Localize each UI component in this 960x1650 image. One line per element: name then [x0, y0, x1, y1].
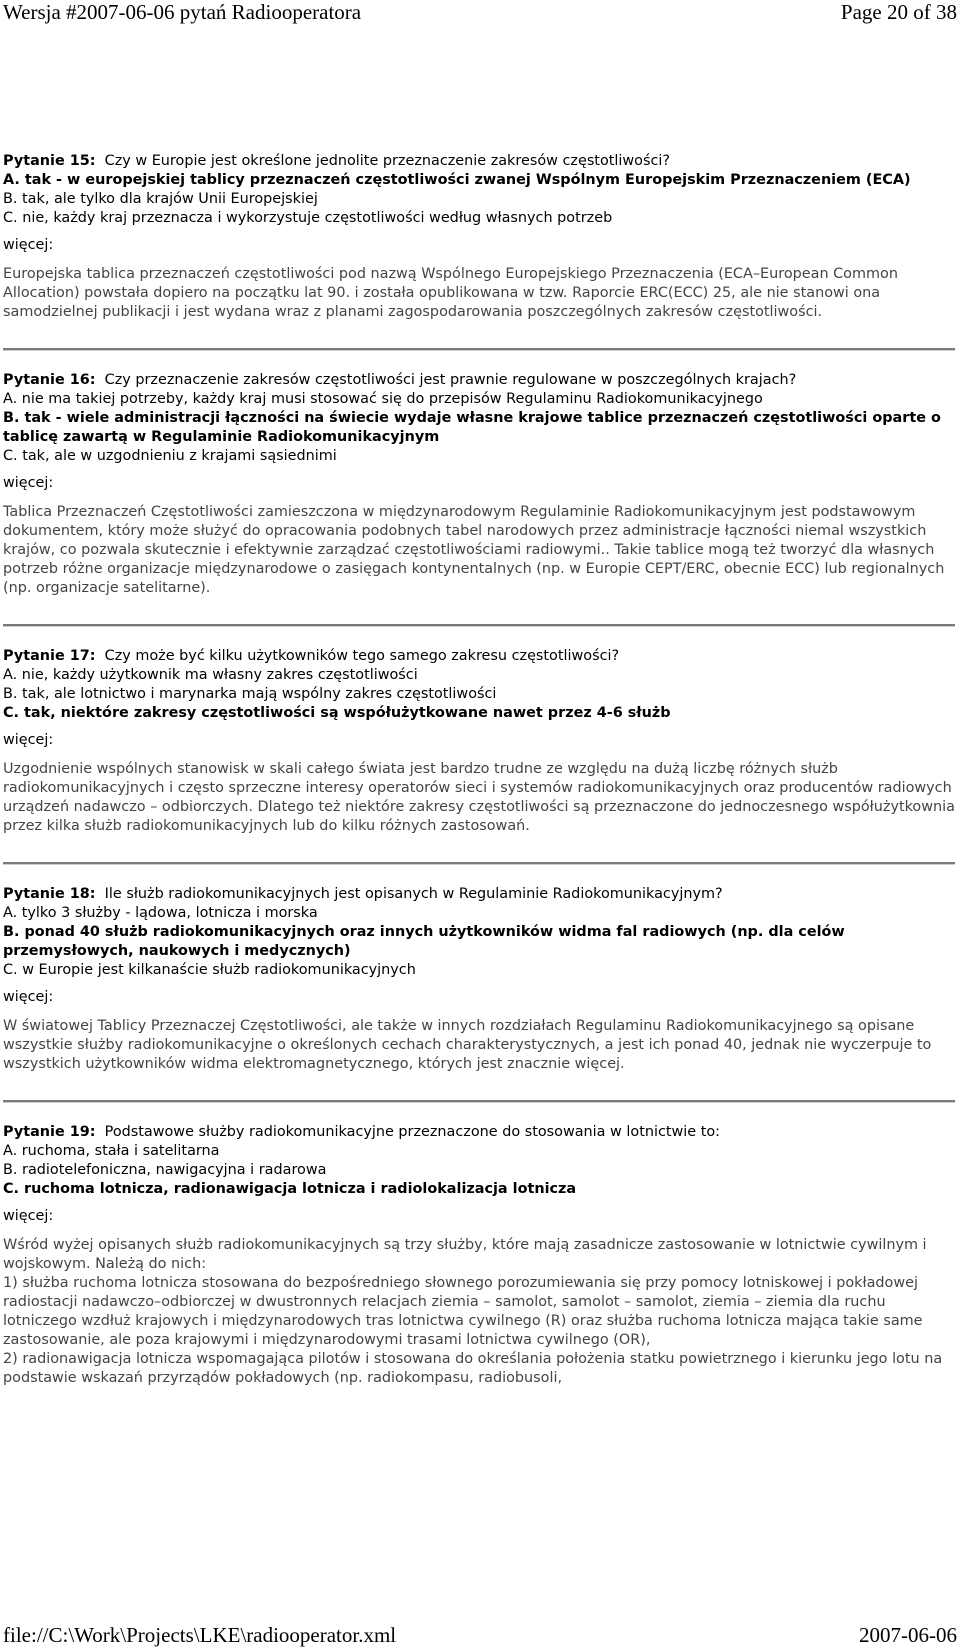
answer-b: B. radiotelefoniczna, nawigacyjna i radarowa [3, 1162, 327, 1178]
answer-c: C. tak, niektóre zakresy częstotliwości są współużytkowane nawet przez 4-6 służb [3, 705, 671, 721]
question-label: Pytanie 17: [3, 648, 96, 664]
question-line [3, 647, 955, 666]
question-separator [3, 862, 955, 865]
question-line [3, 152, 955, 171]
document-version-title: Wersja #2007-06-06 pytań Radiooperatora [3, 0, 362, 24]
question-separator [3, 624, 955, 627]
answer-b: B. tak, ale tylko dla krajów Unii Europejskiej [3, 191, 318, 207]
explanation: W światowej Tablicy Przeznaczej Częstotliwości, ale także w innych rozdziałach Regulaminu Radiokomunikacyjnego są opisane wszystkie służby radiokomunikacyjne o określonych cechach charakterystycznych, a jest ich ponad 40, jednak nie wyczerpuje to wszystkich użytkowników widma elektromagnetycznego, których jest znacznie więcej. [3, 1018, 932, 1072]
file-path: file://C:\Work\Projects\LKE\radiooperator.xml [3, 1623, 397, 1647]
more-label: więcej: [3, 1208, 54, 1224]
more-label: więcej: [3, 732, 54, 748]
explanation: Tablica Przeznaczeń Częstotliwości zamieszczona w międzynarodowym Regulaminie Radiokomunikacyjnym jest podstawowym dokumentem, który może służyć do opracowania podobnych tabel narodowych przez administracje łączności niemal wszystkich krajów, co pozwala skutecznie i efektywnie zarządzać częstotliwościami radiowymi.. Takie tablice mogą też tworzyć dla własnych potrzeb różne organizacje międzynarodowe o zasięgach kontynentalnych (np. w Europie CEPT/ERC, obecnie ECC) lub regionalnych (np. organizacje satelitarne). [3, 504, 945, 596]
answer-c: C. tak, ale w uzgodnieniu z krajami sąsiednimi [3, 448, 337, 464]
question-block [3, 885, 955, 1074]
answer-a: A. tylko 3 służby - lądowa, lotnicza i morska [3, 905, 318, 921]
answer-b: B. ponad 40 służb radiokomunikacyjnych oraz innych użytkowników widma fal radiowych (np. dla celów przemysłowych, naukowych i medycznych) [3, 924, 845, 959]
question-block [3, 1123, 955, 1388]
explanation-item-1: 1) służba ruchoma lotnicza stosowana do bezpośredniego słownego porozumiewania się przy pomocy lotniskowej i pokładowej radiostacji nadawczo–odbiorczej w dwustronnych relacjach ziemia – samolot, samolot – samolot, ziemia – ziemia dla ruchu lotniczego wzdłuż krajowych i międzynarodowych tras lotnictwa cywilnego (R) oraz służba ruchoma lotnicza mająca takie same zastosowanie, ale poza krajowymi i międzynarodowymi trasami lotnictwa cywilnego (OR), [3, 1275, 923, 1348]
page-number: Page 20 of 38 [840, 0, 957, 24]
question-label: Pytanie 15: [3, 153, 96, 169]
question-line [3, 1123, 955, 1142]
question-block [3, 371, 955, 598]
more-label: więcej: [3, 989, 54, 1005]
answer-c: C. ruchoma lotnicza, radionawigacja lotnicza i radiolokalizacja lotnicza [3, 1181, 577, 1197]
question-block [3, 647, 955, 836]
more-label: więcej: [3, 475, 54, 491]
question-label: Pytanie 16: [3, 372, 96, 388]
question-block [3, 152, 955, 322]
explanation-item-2: 2) radionawigacja lotnicza wspomagająca pilotów i stosowana do określania położenia statku powietrznego i kierunku jego lotu na podstawie wskazań przyrządów pokładowych (np. radiokompasu, radiobusoli, [3, 1351, 943, 1386]
answer-b: B. tak, ale lotnictwo i marynarka mają wspólny zakres częstotliwości [3, 686, 497, 702]
question-line [3, 371, 955, 390]
question-text: Ile służb radiokomunikacyjnych jest opisanych w Regulaminie Radiokomunikacyjnym? [104, 886, 723, 902]
question-text: Podstawowe służby radiokomunikacyjne przeznaczone do stosowania w lotnictwie to: [104, 1124, 721, 1140]
more-label: więcej: [3, 237, 54, 253]
question-separator [3, 1100, 955, 1103]
explanation-intro: Wśród wyżej opisanych służb radiokomunikacyjnych są trzy służby, które mają zasadnicze zastosowanie w lotnictwie cywilnym i wojskowym. Należą do nich: [3, 1237, 927, 1272]
question-text: Czy w Europie jest określone jednolite przeznaczenie zakresów częstotliwości? [104, 153, 671, 169]
question-label: Pytanie 19: [3, 1124, 96, 1140]
explanation: Europejska tablica przeznaczeń częstotliwości pod nazwą Wspólnego Europejskiego Przeznaczenia (ECA–European Common Allocation) powstała dopiero na początku lat 90. i została opublikowana w tzw. Raporcie ERC(ECC) 25, ale nie stanowi ona samodzielnej publikacji i jest wydana wraz z planami zagospodarowania poszczególnych zakresów częstotliwości. [3, 266, 898, 320]
answer-a: A. nie ma takiej potrzeby, każdy kraj musi stosować się do przepisów Regulaminu Radiokomunikacyjnego [3, 391, 763, 407]
answer-c: C. nie, każdy kraj przeznacza i wykorzystuje częstotliwości według własnych potrzeb [3, 210, 613, 226]
question-text: Czy przeznaczenie zakresów częstotliwości jest prawnie regulowane w poszczególnych krajach? [104, 372, 797, 388]
answer-a: A. ruchoma, stała i satelitarna [3, 1143, 220, 1159]
page-footer [0, 1623, 960, 1649]
document-content [3, 152, 955, 1388]
answer-a: A. tak - w europejskiej tablicy przeznaczeń częstotliwości zwanej Wspólnym Europejskim Przeznaczeniem (ECA) [3, 172, 911, 188]
explanation: Uzgodnienie wspólnych stanowisk w skali całego świata jest bardzo trudne ze względu na dużą liczbę różnych służb radiokomunikacyjnych i często sprzeczne interesy operatorów sieci i systemów radiokomunikacyjnych oraz producentów radiowych urządzeń nadawczo – odbiorczych. Dlatego też niektóre zakresy częstotliwości są przeznaczone do jednoczesnego współużytkownia przez kilka służb radiokomunikacyjnych lub do kilku różnych zastosowań. [3, 761, 955, 834]
question-label: Pytanie 18: [3, 886, 96, 902]
question-text: Czy może być kilku użytkowników tego samego zakresu częstotliwości? [104, 648, 620, 664]
answer-a: A. nie, każdy użytkownik ma własny zakres częstotliwości [3, 667, 418, 683]
answer-b: B. tak - wiele administracji łączności na świecie wydaje własne krajowe tablice przeznaczeń częstotliwości oparte o tablicę zawartą w Regulaminie Radiokomunikacyjnym [3, 410, 941, 445]
answer-c: C. w Europie jest kilkanaście służb radiokomunikacyjnych [3, 962, 416, 978]
question-separator [3, 348, 955, 351]
page-header [0, 0, 960, 26]
question-line [3, 885, 955, 904]
footer-date: 2007-06-06 [859, 1623, 957, 1647]
